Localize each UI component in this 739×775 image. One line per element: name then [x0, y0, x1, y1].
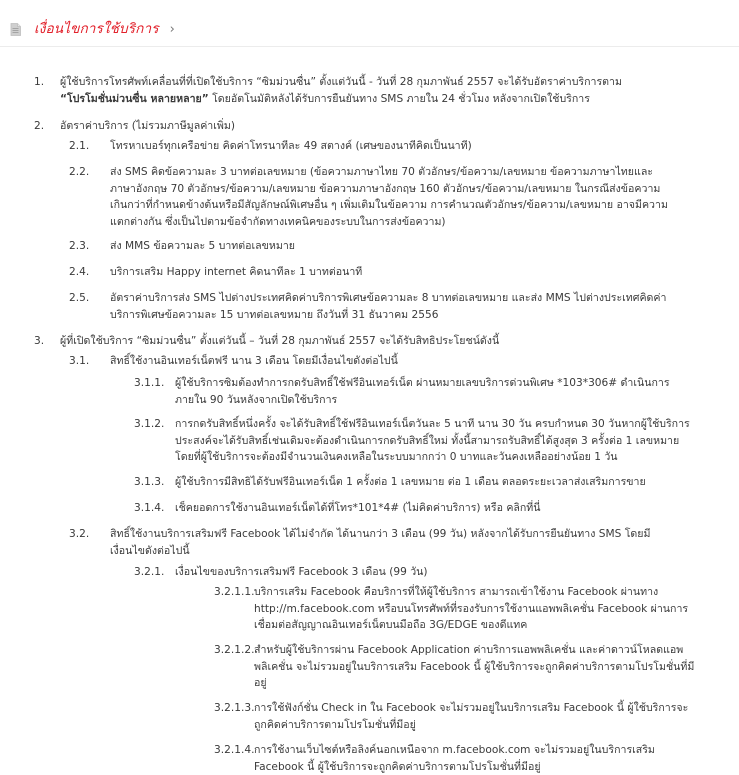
- item-number: 3.2.1.1.: [214, 584, 254, 601]
- item-line: บริการเสริม Facebook คือบริการที่ให้ผู้ใช้บริการ สามารถเข้าใช้งาน Facebook ผ่านทาง: [254, 584, 732, 601]
- item-line: เช็คยอดการใช้งานอินเทอร์เน็ตได้ที่โทร*101*4# (ไม่คิดค่าบริการ) หรือ: [175, 502, 503, 514]
- item-text: [254, 700, 732, 733]
- item-line: การกดรับสิทธิ์หนึ่งครั้ง จะได้รับสิทธิ์ใช้ฟรีอินเทอร์เน็ตวันละ 5 นาที นาน 30 วัน ครบกำหนด 30 วันหากผู้ใช้บริการ: [175, 416, 730, 433]
- item-line: บริการพิเศษข้อความละ 15 บาทต่อเลขหมาย ถึงวันที่ 31 ธันวาคม 2556: [110, 307, 730, 324]
- item-text: [110, 290, 730, 323]
- item-text: [60, 74, 730, 107]
- item-number: 3.1.2.: [134, 416, 164, 433]
- item-text: [254, 742, 732, 775]
- item-line: พลิเคชั่น จะไม่รวมอยู่ในบริการเสริม Facebook นี้ ผู้ใช้บริการจะถูกคิดค่าบริการตามโปรโมชั่นที่มี: [254, 659, 732, 676]
- item-number: 2.: [34, 118, 44, 135]
- item-number: 3.1.4.: [134, 500, 164, 517]
- item-line: ผู้ใช้บริการโทรศัพท์เคลื่อนที่ที่เปิดใช้บริการ “ซิมม่วนซื่น” ตั้งแต่วันนี้ - วันที่ 28 กุมภาพันธ์ 2557 จะได้รับอัตราค่าบริการตาม: [60, 74, 730, 91]
- item-number: 2.3.: [69, 238, 89, 255]
- item-line: อัตราค่าบริการส่ง SMS ไปต่างประเทศคิดค่าบริการพิเศษข้อความละ 8 บาทต่อเลขหมาย และส่ง MMS ไปต่างประเทศคิดค่า: [110, 290, 730, 307]
- item-text: [175, 500, 730, 517]
- item-number: 3.2.1.2.: [214, 642, 254, 659]
- document-icon: [10, 23, 21, 36]
- item-text: [110, 164, 730, 230]
- item-text: [175, 375, 730, 408]
- item-number: 3.2.1.4.: [214, 742, 254, 759]
- item-line: ภาษาอังกฤษ 70 ตัวอักษร/ข้อความ/เลขหมาย ข้อความภาษาอังกฤษ 160 ตัวอักษร/ข้อความ/เลขหมาย ในกรณีส่งข้อความ: [110, 181, 730, 198]
- promo-name: “โปรโมชั่นม่วนซื่น หลายหลาย”: [60, 93, 209, 105]
- item-number: 3.2.1.: [134, 564, 164, 581]
- page-title: เงื่อนไขการใช้บริการ: [34, 21, 159, 38]
- item-text: บริการเสริม Happy internet คิดนาทีละ 1 บาทต่อนาที: [110, 264, 730, 281]
- item-text: เงื่อนไขของบริการเสริมฟรี Facebook 3 เดือน (99 วัน): [175, 564, 730, 581]
- page-header: [10, 18, 175, 40]
- item-line: เงื่อนไขดังต่อไปนี้: [110, 543, 730, 560]
- item-line: อยู่: [254, 675, 732, 692]
- item-text: [175, 416, 730, 466]
- item-line: Facebook นี้ ผู้ใช้บริการจะถูกคิดค่าบริการตามโปรโมชั่นที่มีอยู่: [254, 759, 732, 775]
- item-text: ส่ง MMS ข้อความละ 5 บาทต่อเลขหมาย: [110, 238, 730, 255]
- item-line: สำหรับผู้ใช้บริการผ่าน Facebook Application ค่าบริการแอพพลิเคชั่น และค่าดาวน์โหลดแอพ: [254, 642, 732, 659]
- item-line: ส่ง SMS คิดข้อความละ 3 บาทต่อเลขหมาย (ข้อความภาษาไทย 70 ตัวอักษร/ข้อความ/เลขหมาย ข้อความภาษาไทยและ: [110, 164, 730, 181]
- item-line: เกินกว่าที่กำหนดข้างต้นหรือมีสัญลักษณ์พิเศษอื่น ๆ เพิ่มเติมในข้อความ การคำนวณตัวอักษร/ข้อความ/เลขหมาย อาจมีความ: [110, 197, 730, 214]
- header-divider: [0, 46, 739, 47]
- item-line: การใช้งานเว็บไซต์หรือลิงค์นอกเหนือจาก m.facebook.com จะไม่รวมอยู่ในบริการเสริม: [254, 742, 732, 759]
- item-line: ผู้ใช้บริการซิมต้องทำการกดรับสิทธิ์ใช้ฟรีอินเทอร์เน็ต ผ่านหมายเลขบริการด่วนพิเศษ *103*306# ดำเนินการ: [175, 375, 730, 392]
- item-line: http://m.facebook.com หรือบนโทรศัพท์ที่รองรับการใช้งานแอพพลิเคชั่น Facebook ผ่านการ: [254, 601, 732, 618]
- item-line: สิทธิ์ใช้งานบริการเสริมฟรี Facebook ได้ไม่จำกัด ได้นานกว่า 3 เดือน (99 วัน) หลังจากได้รับการยืนยันทาง SMS โดยมี: [110, 526, 730, 543]
- item-line: แตกต่างกัน ซึ่งเป็นไปตามข้อจำกัดทางเทคนิคของระบบในการส่งข้อความ): [110, 214, 730, 231]
- item-line: ถูกคิดค่าบริการตามโปรโมชั่นที่มีอยู่: [254, 717, 732, 734]
- item-number: 3.1.1.: [134, 375, 164, 392]
- item-line: ประสงค์จะได้รับสิทธิ์เช่นเดิมจะต้องดำเนินการกดรับสิทธิ์ใหม่ ทั้งนี้สามารถรับสิทธิ์ได้สูงสุด 3 ครั้งต่อ 1 เลขหมาย: [175, 433, 730, 450]
- item-number: 3.1.3.: [134, 474, 164, 491]
- item-number: 2.1.: [69, 138, 89, 155]
- item-text: ผู้ที่เปิดใช้บริการ “ซิมม่วนซื่น” ตั้งแต่วันนี้ – วันที่ 28 กุมภาพันธ์ 2557 จะได้รับสิทธิประโยชน์ดังนี้: [60, 333, 730, 350]
- item-text: [254, 584, 732, 634]
- item-text: ผู้ใช้บริการมีสิทธิได้รับฟรีอินเทอร์เน็ต 1 ครั้งต่อ 1 เลขหมาย ต่อ 1 เดือน ตลอดระยะเวลาส่งเสริมการขาย: [175, 474, 730, 491]
- item-line: [60, 91, 730, 108]
- item-number: 2.5.: [69, 290, 89, 307]
- item-number: 1.: [34, 74, 44, 91]
- item-number: 2.2.: [69, 164, 89, 181]
- item-text: [254, 642, 732, 692]
- item-line: โดยที่ผู้ใช้บริการจะต้องมีจำนวนเงินคงเหลือในระบบมากกว่า 0 บาทและวันคงเหลืออย่างน้อย 1 วัน: [175, 449, 730, 466]
- item-text: อัตราค่าบริการ (ไม่รวมภาษีมูลค่าเพิ่ม): [60, 118, 730, 135]
- item-line: เชื่อมต่อสัญญาณอินเทอร์เน็ตบนมือถือ 3G/EDGE ของดีแทค: [254, 617, 732, 634]
- item-number: 2.4.: [69, 264, 89, 281]
- item-number: 3.1.: [69, 353, 89, 370]
- item-text: สิทธิ์ใช้งานอินเทอร์เน็ตฟรี นาน 3 เดือน โดยมีเงื่อนไขดังต่อไปนี้: [110, 353, 730, 370]
- item-text: โทรหาเบอร์ทุกเครือข่าย คิดค่าโทรนาทีละ 49 สตางค์ (เศษของนาทีคิดเป็นนาที): [110, 138, 730, 155]
- item-line: การใช้ฟังก์ชั่น Check in ใน Facebook จะไม่รวมอยู่ในบริการเสริม Facebook นี้ ผู้ใช้บริการจะ: [254, 700, 732, 717]
- item-number: 3.2.1.3.: [214, 700, 254, 717]
- item-line-rest: โดยอัตโนมัติหลังได้รับการยืนยันทาง SMS ภายใน 24 ชั่วโมง หลังจากเปิดใช้บริการ: [209, 93, 590, 105]
- click-here-link[interactable]: คลิกที่นี่: [506, 502, 540, 514]
- item-number: 3.: [34, 333, 44, 350]
- item-line: ภายใน 90 วันหลังจากเปิดใช้บริการ: [175, 392, 730, 409]
- chevron-right-icon[interactable]: ›: [170, 23, 175, 36]
- item-text: [110, 526, 730, 559]
- item-number: 3.2.: [69, 526, 89, 543]
